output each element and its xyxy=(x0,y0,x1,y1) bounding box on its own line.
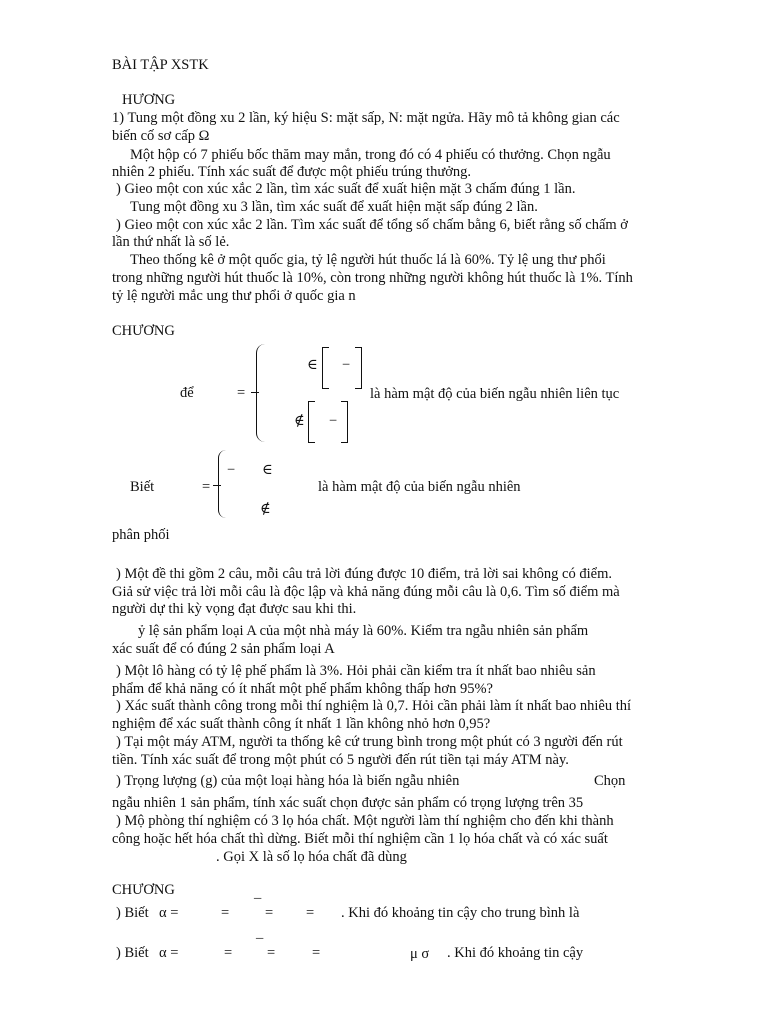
problem-text: nhiên 2 phiếu. Tính xác suất để được một phiếu trúng thưởng. xyxy=(112,164,471,180)
bar-symbol: ¯ xyxy=(254,897,262,913)
problem-text: công hoặc hết hóa chất thì dừng. Biết mỗi thí nghiệm cần 1 lọ hóa chất và có xác suất xyxy=(112,831,608,847)
problem-text: nghiệm để xác suất thành công ít nhất 1 lần không nhỏ hơn 0,95? xyxy=(112,716,491,732)
problem-text: Giả sử việc trả lời mỗi câu là độc lập và khả năng đúng mỗi câu là 0,6. Tìm số điểm mà xyxy=(112,584,620,600)
mu-sigma-symbols: μ σ xyxy=(410,946,430,962)
problem-text: ngẫu nhiên 1 sản phẩm, tính xác suất chọn được sản phẩm có trọng lượng trên 35 xyxy=(112,795,584,811)
problem-prefix: ) Biết xyxy=(116,905,149,921)
problem-text: xác suất để có đúng 2 sản phẩm loại A xyxy=(112,641,335,657)
formula-equals: = xyxy=(237,385,246,401)
dash-term: − xyxy=(227,462,236,478)
interval-bracket-left xyxy=(322,347,329,389)
document-title: BÀI TẬP XSTK xyxy=(112,57,209,73)
equals-sign: = xyxy=(224,945,233,961)
element-of-symbol: ∈ xyxy=(262,462,273,478)
problem-text: Một hộp có 7 phiếu bốc thăm may mắn, trong đó có 4 phiếu có thưởng. Chọn ngẫu xyxy=(130,147,611,163)
formula-description: là hàm mật độ của biến ngẫu nhiên xyxy=(318,479,521,495)
chapter-heading: CHƯƠNG xyxy=(112,882,175,898)
interval-bracket-right xyxy=(355,347,362,389)
problem-text: Chọn xyxy=(594,773,626,789)
problem-text: tiền. Tính xác suất để trong một phút có 5 người đến rút tiền tại máy ATM này. xyxy=(112,752,569,768)
problem-text: phân phối xyxy=(112,527,170,543)
section-heading-huong: HƯƠNG xyxy=(122,92,176,108)
equals-sign: = xyxy=(221,905,230,921)
problem-text: ) Gieo một con xúc xắc 2 lần. Tìm xác suất để tổng số chấm bằng 6, biết rằng số chấm ở xyxy=(116,217,628,233)
brace-tip xyxy=(213,485,221,486)
problem-text: . Khi đó khoảng tin cậy xyxy=(447,945,584,961)
equals-sign: = xyxy=(312,945,321,961)
formula-description: là hàm mật độ của biến ngẫu nhiên liên tục xyxy=(370,386,620,402)
formula-label: để xyxy=(180,385,194,401)
left-brace xyxy=(218,450,226,518)
equals-sign: = xyxy=(265,905,274,921)
interval-bracket-right xyxy=(341,401,348,443)
problem-text: ) Gieo một con xúc xắc 2 lần, tìm xác suất để xuất hiện mặt 3 chấm đúng 1 lần. xyxy=(116,181,576,197)
problem-text: . Gọi X là số lọ hóa chất đã dùng xyxy=(216,849,407,865)
formula-label: Biết xyxy=(130,479,155,495)
problem-text: người dự thi kỳ vọng đạt được sau khi thi. xyxy=(112,601,357,617)
problem-text: lần thứ nhất là số lẻ. xyxy=(112,234,230,250)
problem-text: 1) Tung một đồng xu 2 lần, ký hiệu S: mặt sấp, N: mặt ngửa. Hãy mô tả không gian các xyxy=(112,110,620,126)
not-element-of-symbol: ∉ xyxy=(260,501,271,517)
chapter-heading: CHƯƠNG xyxy=(112,323,175,339)
alpha-symbol: α = xyxy=(159,905,179,921)
problem-text: trong những người hút thuốc là 10%, còn trong những người không hút thuốc là 1%. Tính xyxy=(112,270,633,286)
interval-dash: − xyxy=(329,413,338,429)
problem-prefix: ) Biết xyxy=(116,945,149,961)
alpha-symbol: α = xyxy=(159,945,179,961)
problem-text: biến cố sơ cấp Ω xyxy=(112,128,210,144)
problem-text: ) Một đề thi gồm 2 câu, mỗi câu trả lời đúng được 10 điểm, trả lời sai không có điểm. xyxy=(116,566,612,582)
equals-sign: = xyxy=(267,945,276,961)
not-element-of-symbol: ∉ xyxy=(294,413,305,429)
equals-sign: = xyxy=(306,905,315,921)
problem-text: Tung một đồng xu 3 lần, tìm xác suất để xuất hiện mặt sấp đúng 2 lần. xyxy=(130,199,538,215)
problem-text: . Khi đó khoảng tin cậy cho trung bình là xyxy=(341,905,580,921)
bar-symbol: ¯ xyxy=(256,937,264,953)
problem-text: ) Trọng lượng (g) của một loại hàng hóa là biến ngẫu nhiên xyxy=(116,773,460,789)
problem-text: phẩm để khả năng có ít nhất một phế phẩm không thấp hơn 95%? xyxy=(112,681,493,697)
formula-equals: = xyxy=(202,479,211,495)
problem-text: ) Tại một máy ATM, người ta thống kê cứ trung bình trong một phút có 3 người đến rút xyxy=(116,734,623,750)
problem-text: ) Xác suất thành công trong mỗi thí nghiệm là 0,7. Hỏi cần phải làm ít nhất bao nhiêu thí xyxy=(116,698,632,714)
problem-text: ỷ lệ sản phẩm loại A của một nhà máy là 60%. Kiểm tra ngẫu nhiên sản phẩm xyxy=(138,623,589,639)
problem-text: tỷ lệ người mắc ung thư phổi ở quốc gia n xyxy=(112,288,356,304)
interval-dash: − xyxy=(342,357,351,373)
brace-tip xyxy=(251,392,259,393)
interval-bracket-left xyxy=(308,401,315,443)
problem-text: ) Mộ phòng thí nghiệm có 3 lọ hóa chất. Một người làm thí nghiệm cho đến khi thành xyxy=(116,813,614,829)
problem-text: ) Một lô hàng có tỷ lệ phế phẩm là 3%. Hỏi phải cần kiểm tra ít nhất bao nhiêu sản xyxy=(116,663,596,679)
problem-text: Theo thống kê ở một quốc gia, tỷ lệ người hút thuốc lá là 60%. Tỷ lệ ung thư phổi xyxy=(130,252,606,268)
element-of-symbol: ∈ xyxy=(307,357,318,373)
